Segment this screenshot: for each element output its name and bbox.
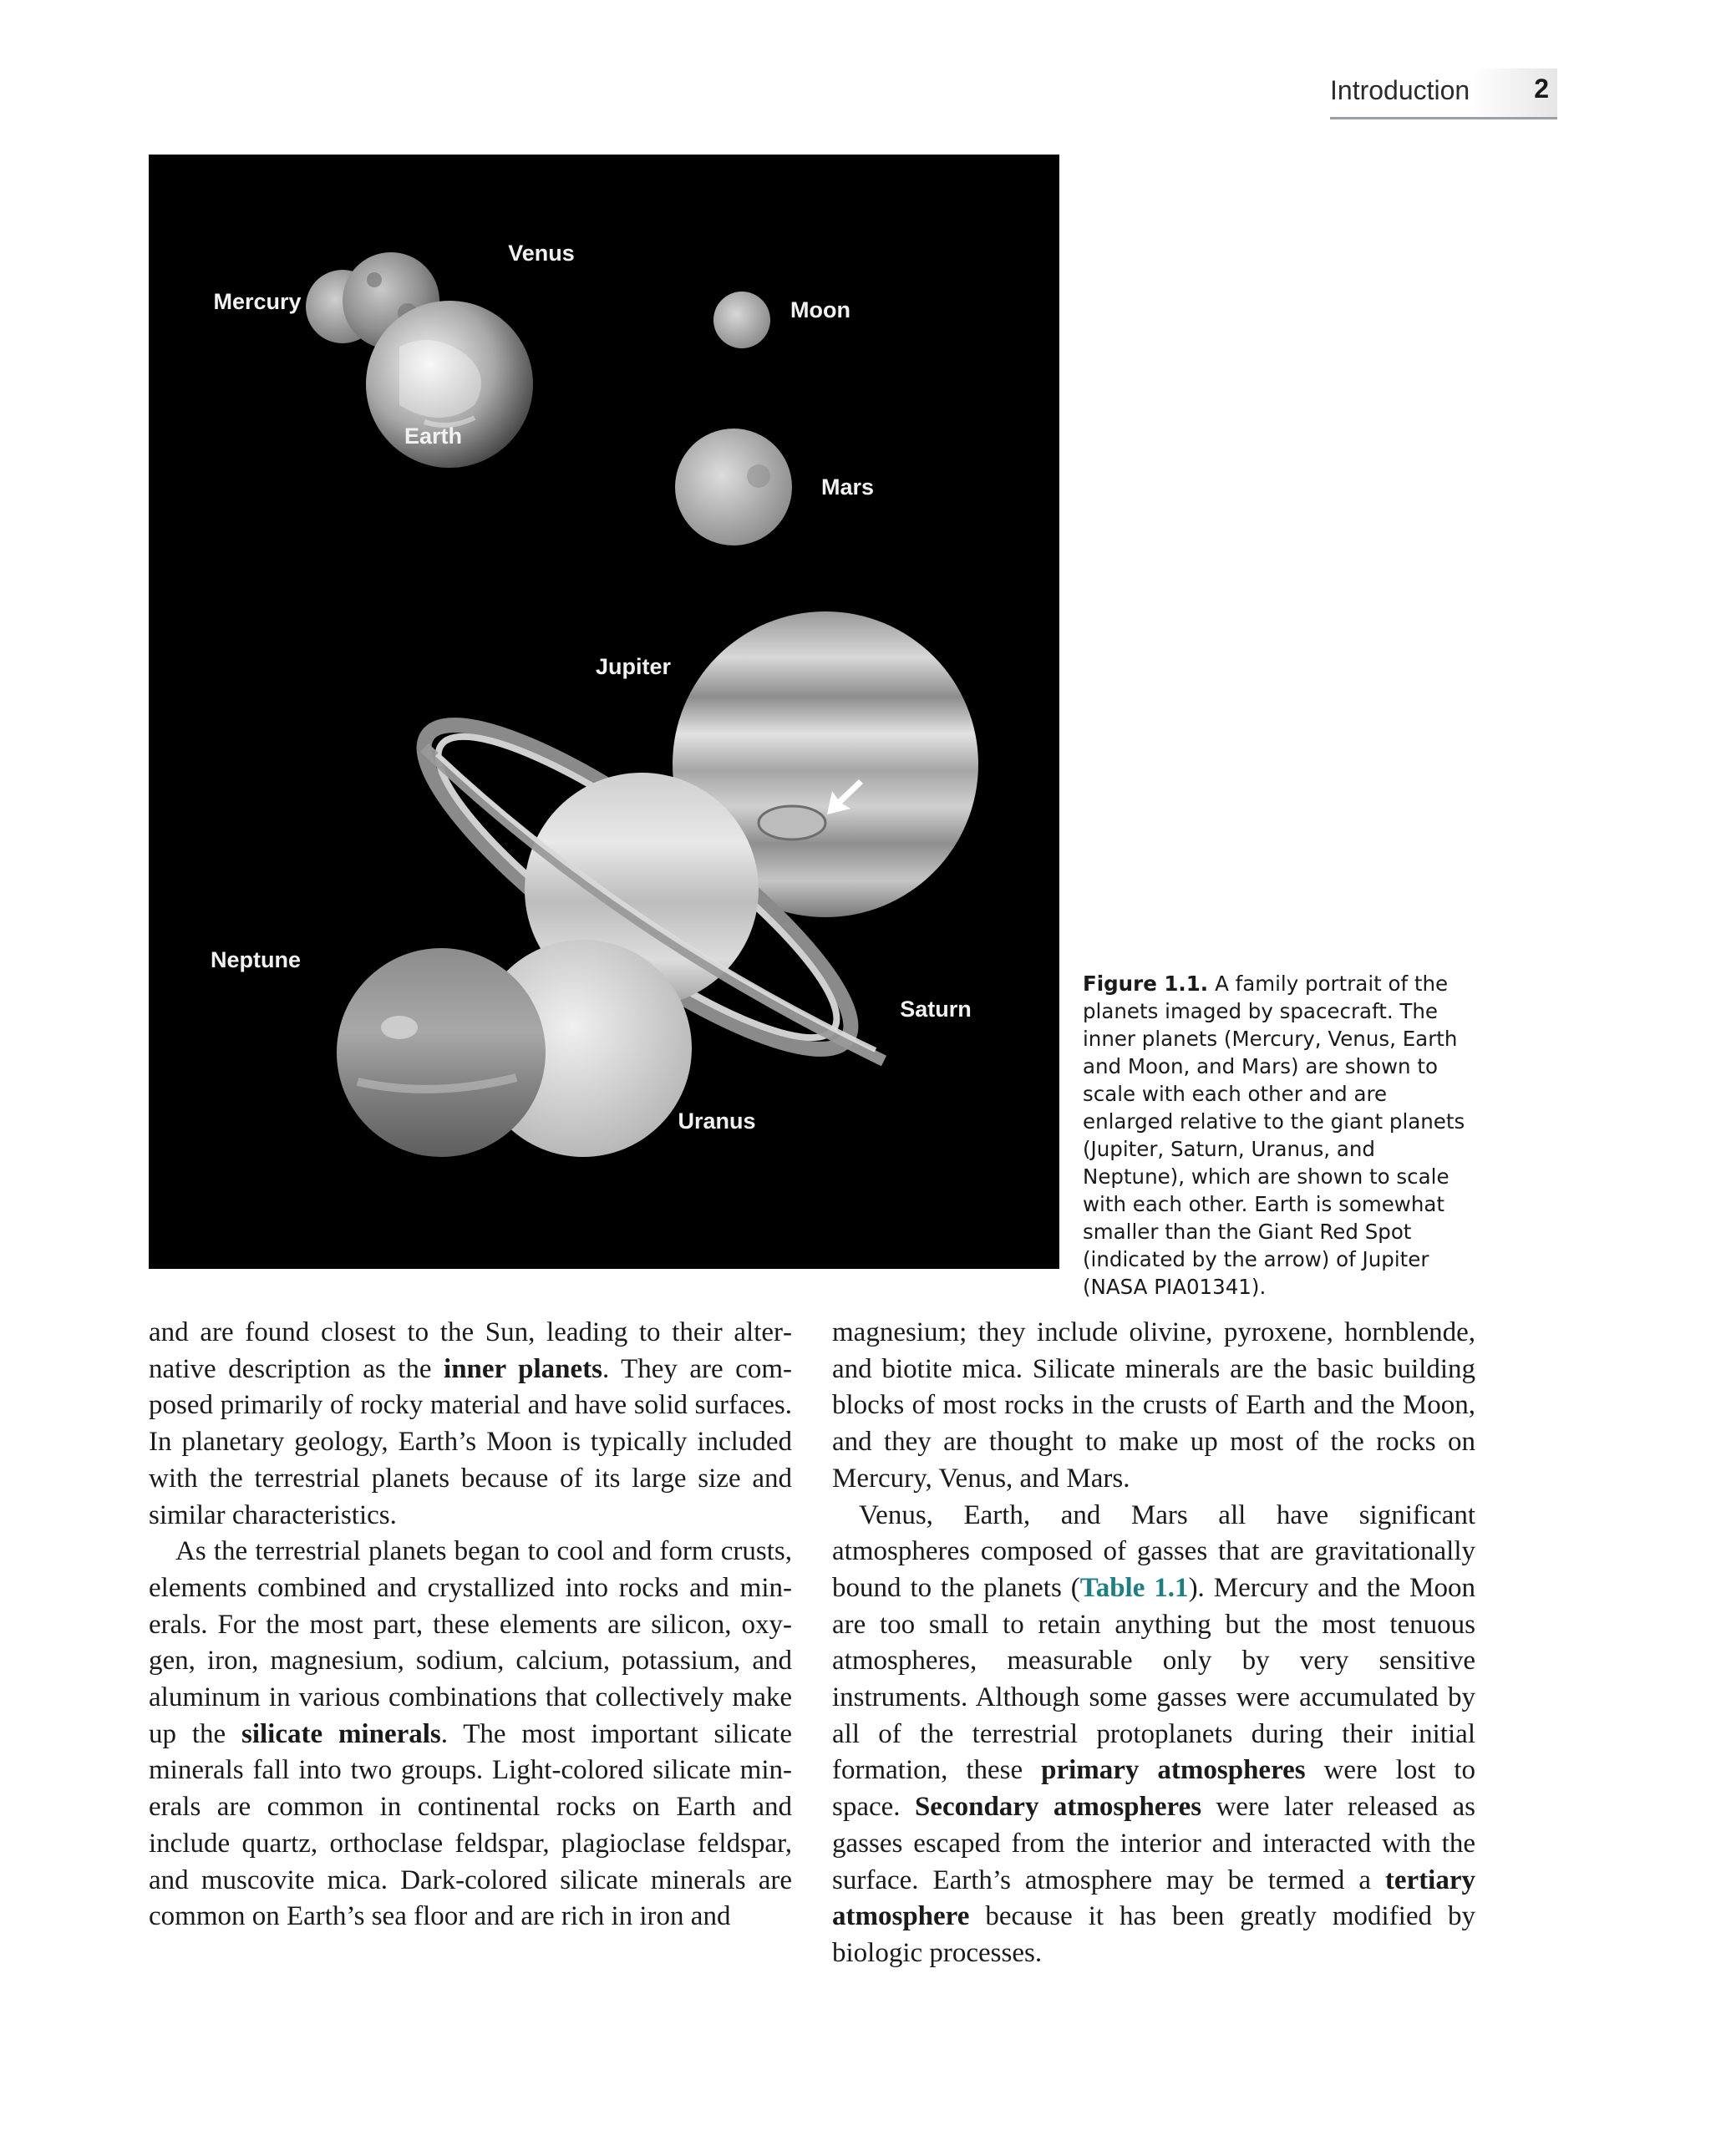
label-mars: Mars	[821, 474, 875, 500]
text-run: . They are composed primarily of rocky material and have solid surfaces. In planetary geology, Earth’s Moon is typically included with the terrestrial planets because of its large size and similar characteristics.	[149, 1353, 792, 1530]
running-head-section: Introduction	[1330, 75, 1470, 105]
figure-caption-text: A family portrait of the planets imaged by spacecraft. The inner planets (Mercury, Venus, Earth and Moon, and Mars) are shown to scale with each other and are enlarged relative to the giant planets (Jupiter, Saturn, Uranus, and Neptune), which are shown to scale with each other. Earth is somewhat smaller than the Giant Red Spot (indicated by the arrow) of Jupiter (NASA PIA01341).	[1083, 971, 1465, 1299]
label-saturn: Saturn	[900, 997, 972, 1022]
text-run: ). Mercury and the Moon are too small to retain anything but the most tenuous atmospheres, measurable only by very sensitive instruments. Although some gasses were accumulated by all of the terrestrial protoplanets during their initial formation, these	[832, 1572, 1475, 1786]
text-run: Venus, Earth, and Mars all have significant atmospheres composed of gasses that are gravitationally bound to the planets (	[832, 1499, 1475, 1603]
figure-caption-label: Figure 1.1.	[1083, 971, 1209, 996]
label-earth: Earth	[404, 424, 462, 449]
term-secondary-atmospheres: Secondary atmospheres	[914, 1792, 1202, 1823]
body-column-right	[832, 1315, 1475, 1972]
label-venus: Venus	[508, 241, 575, 266]
label-moon: Moon	[790, 297, 850, 322]
paragraph	[832, 1315, 1475, 1498]
text-run: . The most important silicate minerals fall into two groups. Light-colored silicate minerals are common in continental rocks on Earth and include quartz, orthoclase feldspar, plagioclase feldspar, and muscovite mica. Dark-colored silicate minerals are common on Earth’s sea floor and are rich in iron and	[149, 1718, 792, 1932]
label-mercury: Mercury	[213, 289, 302, 314]
paragraph	[149, 1534, 792, 1935]
paragraph	[149, 1315, 792, 1534]
text-run: magnesium; they include olivine, pyroxene, hornblende, and biotite mica. Silicate minerals are the basic building blocks of most rocks in the crusts of Earth and the Moon, and they are thought to make up most of the rocks on Mercury, Venus, and Mars.	[832, 1317, 1475, 1494]
text-run: and are found closest to the Sun, leading to their alternative description as the	[149, 1317, 792, 1384]
table-1-1-link[interactable]: Table 1.1	[1079, 1572, 1189, 1603]
neptune-planet	[337, 948, 546, 1157]
running-head	[1330, 68, 1557, 119]
term-tertiary-atmosphere: tertiary atmosphere	[832, 1864, 1475, 1932]
paragraph	[832, 1498, 1475, 1972]
planets-figure-image	[149, 155, 1059, 1269]
figure-caption	[1083, 970, 1482, 1301]
text-run: were lost to space.	[832, 1755, 1475, 1823]
label-jupiter: Jupiter	[595, 654, 672, 679]
moon-body	[713, 292, 770, 348]
term-primary-atmospheres: primary atmospheres	[1041, 1755, 1306, 1786]
page-number: 2	[1534, 74, 1549, 104]
text-run: because it has been greatly modified by biologic processes.	[832, 1901, 1475, 1968]
text-run: As the terrestrial planets began to cool and form crusts, elements combined and crystallized into rocks and minerals. For the most part, these elements are silicon, oxygen, iron, magnesium, sodium, calcium, potassium, and aluminum in various combinations that collectively make up the	[149, 1536, 792, 1749]
label-neptune: Neptune	[211, 947, 301, 972]
mars-planet	[675, 429, 792, 545]
text-run: were later released as gasses escaped from the interior and interacted with the surface. Earth’s atmosphere may be termed a	[832, 1792, 1475, 1895]
label-uranus: Uranus	[678, 1108, 756, 1134]
term-silicate-minerals: silicate minerals	[241, 1718, 441, 1749]
planets-photo	[149, 155, 1059, 1269]
term-inner-planets: inner planets	[444, 1353, 602, 1384]
body-column-left	[149, 1315, 792, 1935]
giant-red-spot	[759, 806, 825, 840]
